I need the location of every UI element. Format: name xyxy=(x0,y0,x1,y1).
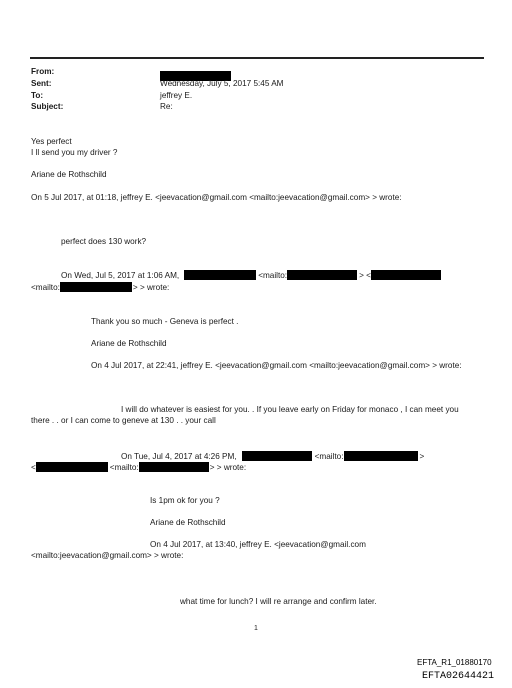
quote-text-2: Thank you so much - Geneva is perfect . xyxy=(91,317,239,326)
redaction xyxy=(36,462,108,472)
lt-text: < xyxy=(31,463,36,472)
to-label: To: xyxy=(31,91,44,100)
wrote-text: > > wrote: xyxy=(132,283,170,292)
signature-1: Ariane de Rothschild xyxy=(31,170,107,179)
quote-header-1: On 5 Jul 2017, at 01:18, jeffrey E. <jeevacation@gmail.com <mailto:jeevacation@gmail.com> > wrote: xyxy=(31,193,402,202)
quote-text-1: perfect does 130 work? xyxy=(61,237,147,246)
signature-2: Ariane de Rothschild xyxy=(91,339,167,348)
redaction xyxy=(139,462,209,472)
mailto-text: <mailto: xyxy=(258,271,288,280)
redaction xyxy=(242,451,312,461)
efta-ref-1: EFTA_R1_01880170 xyxy=(417,658,492,667)
efta-ref-2: EFTA02644421 xyxy=(422,671,495,682)
quote-text-3a: I will do whatever is easiest for you. . If you leave early on Friday for monaco , I can meet you xyxy=(121,405,459,414)
redaction xyxy=(60,282,132,292)
quote-header-4-cont xyxy=(31,462,246,473)
quote-header-2 xyxy=(61,270,441,281)
subject-value: Re: xyxy=(160,102,173,111)
redaction xyxy=(184,270,256,280)
quote-text-5: what time for lunch? I will re arrange and confirm later. xyxy=(180,597,377,606)
quote-text-3b: there . . or I can come to geneve at 130 . . your call xyxy=(31,416,216,425)
gt-text: > xyxy=(419,452,425,461)
redaction xyxy=(371,270,441,280)
mailto-text: <mailto: xyxy=(31,283,60,292)
quote-header-5-cont: <mailto:jeevacation@gmail.com> > wrote: xyxy=(31,551,184,560)
quote-header-2-cont xyxy=(31,282,169,293)
to-value: jeffrey E. xyxy=(160,91,193,100)
redaction xyxy=(287,270,357,280)
page-number: 1 xyxy=(254,625,258,632)
body-line-1: Yes perfect xyxy=(31,137,72,146)
quote-header-2-date: On Wed, Jul 5, 2017 at 1:06 AM, xyxy=(61,271,180,280)
mailto-text: <mailto: xyxy=(109,463,139,472)
body-line-2: I ll send you my driver ? xyxy=(31,148,118,157)
wrote-text: > > wrote: xyxy=(209,463,247,472)
signature-3: Ariane de Rothschild xyxy=(150,518,226,527)
separator-text: > < xyxy=(359,271,371,280)
quote-header-4 xyxy=(121,451,424,462)
quote-header-5: On 4 Jul 2017, at 13:40, jeffrey E. <jeevacation@gmail.com xyxy=(150,540,366,549)
quote-text-4: Is 1pm ok for you ? xyxy=(150,496,220,505)
from-label: From: xyxy=(31,67,55,76)
header-rule xyxy=(30,57,484,59)
sent-value: Wednesday, July 5, 2017 5:45 AM xyxy=(160,79,284,88)
redaction xyxy=(344,451,418,461)
quote-header-3: On 4 Jul 2017, at 22:41, jeffrey E. <jeevacation@gmail.com <mailto:jeevacation@gmail.com> > wrote: xyxy=(91,361,462,370)
mailto-text: <mailto: xyxy=(314,452,344,461)
quote-header-4-date: On Tue, Jul 4, 2017 at 4:26 PM, xyxy=(121,452,237,461)
sent-label: Sent: xyxy=(31,79,52,88)
subject-label: Subject: xyxy=(31,102,64,111)
